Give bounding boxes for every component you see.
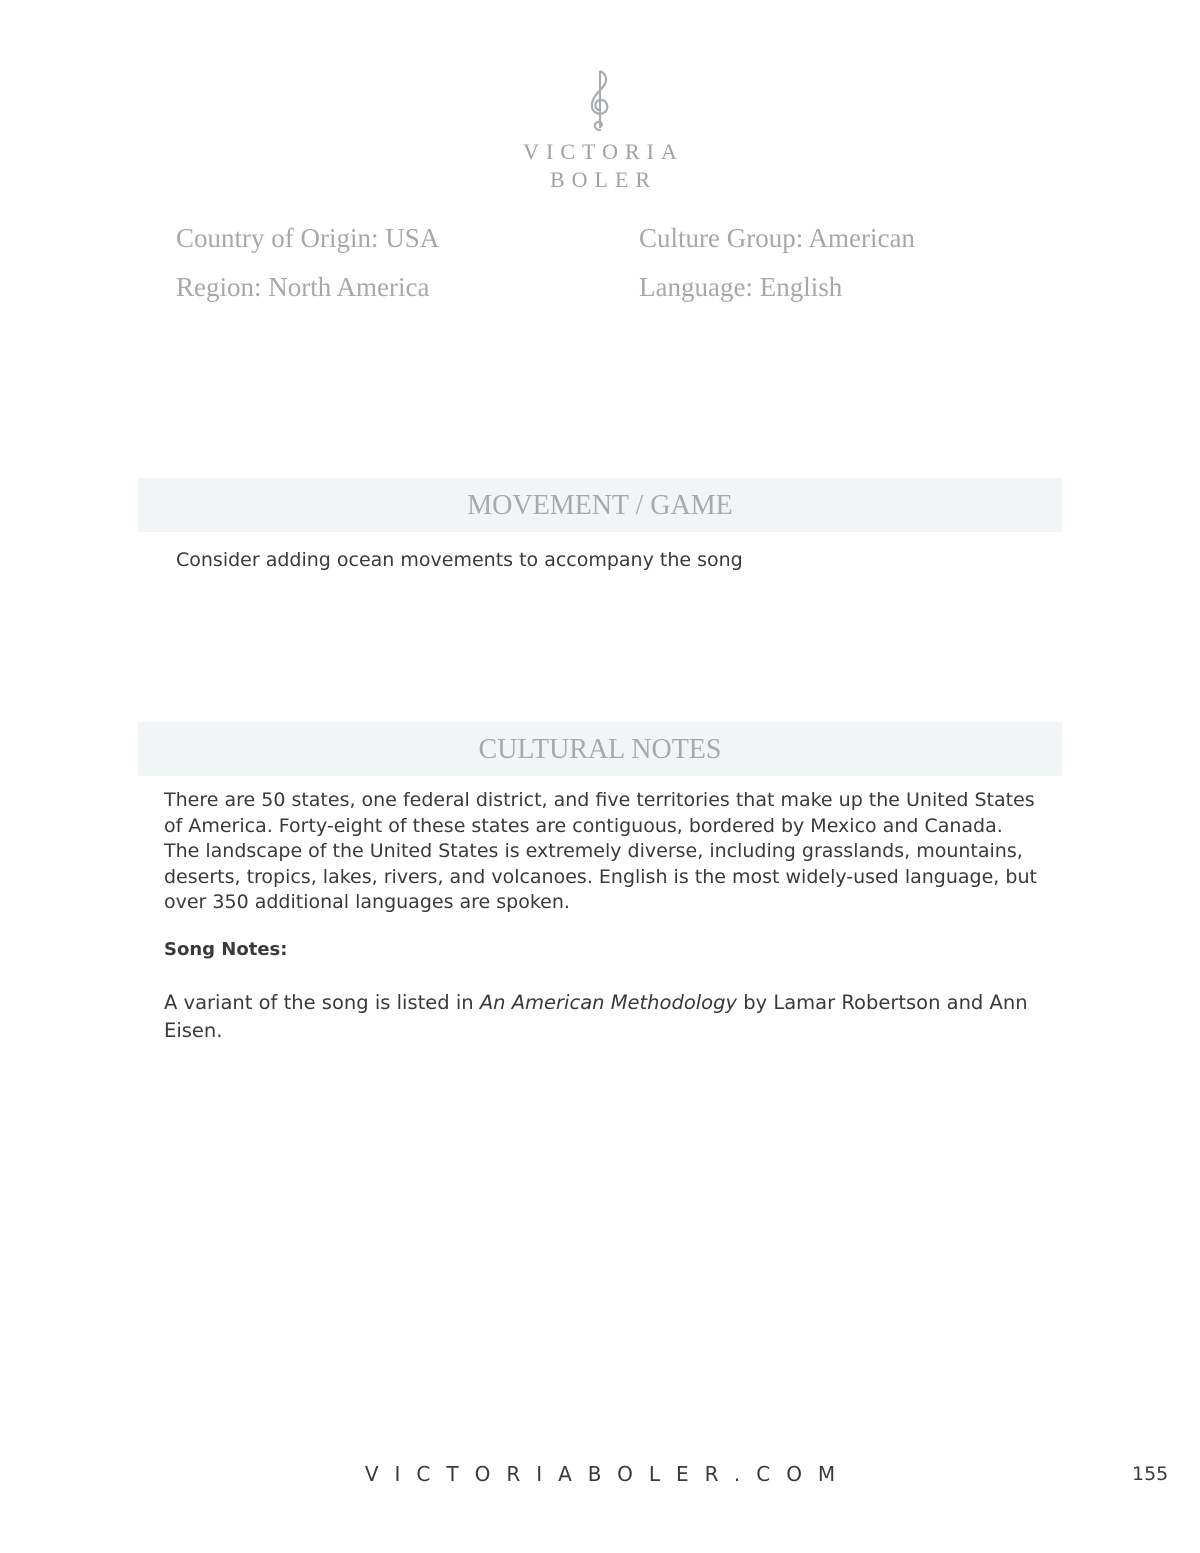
region: Region: North America [176, 272, 430, 302]
logo-text-line-1: VICTORIA [523, 139, 684, 164]
song-notes-label: Song Notes: [164, 939, 288, 960]
footer-website: VICTORIABOLER.COM [364, 1462, 852, 1486]
song-notes-text-after: by Lamar Robertson and Ann Eisen. [164, 991, 1028, 1042]
brand-logo [0, 68, 1200, 194]
movement-game-text: Consider adding ocean movements to accompany the song [176, 549, 743, 571]
logo-text-line-2: BOLER [549, 167, 658, 192]
song-notes-text-before: A variant of the song is listed in [164, 991, 480, 1014]
cultural-notes-text: There are 50 states, one federal district, and five territories that make up the United States of America. Forty-eight of these states are contiguous, bordered by Mexico and Canada. The landscape of the United States is extremely diverse, including grasslands, mountains, deserts, tropics, lakes, rivers, and volcanoes. English is the most widely-used language, but over 350 additional languages are spoken. [164, 789, 1037, 913]
country-of-origin: Country of Origin: USA [176, 223, 440, 253]
language: Language: English [639, 272, 843, 302]
movement-game-heading: MOVEMENT / GAME [138, 478, 1062, 532]
book-title: An American Methodology [479, 991, 738, 1014]
culture-group: Culture Group: American [639, 223, 915, 253]
page-number: 155 [1132, 1463, 1169, 1485]
treble-clef-icon [585, 68, 615, 134]
cultural-notes-heading: CULTURAL NOTES [138, 722, 1062, 776]
song-notes-text [164, 989, 1044, 1045]
